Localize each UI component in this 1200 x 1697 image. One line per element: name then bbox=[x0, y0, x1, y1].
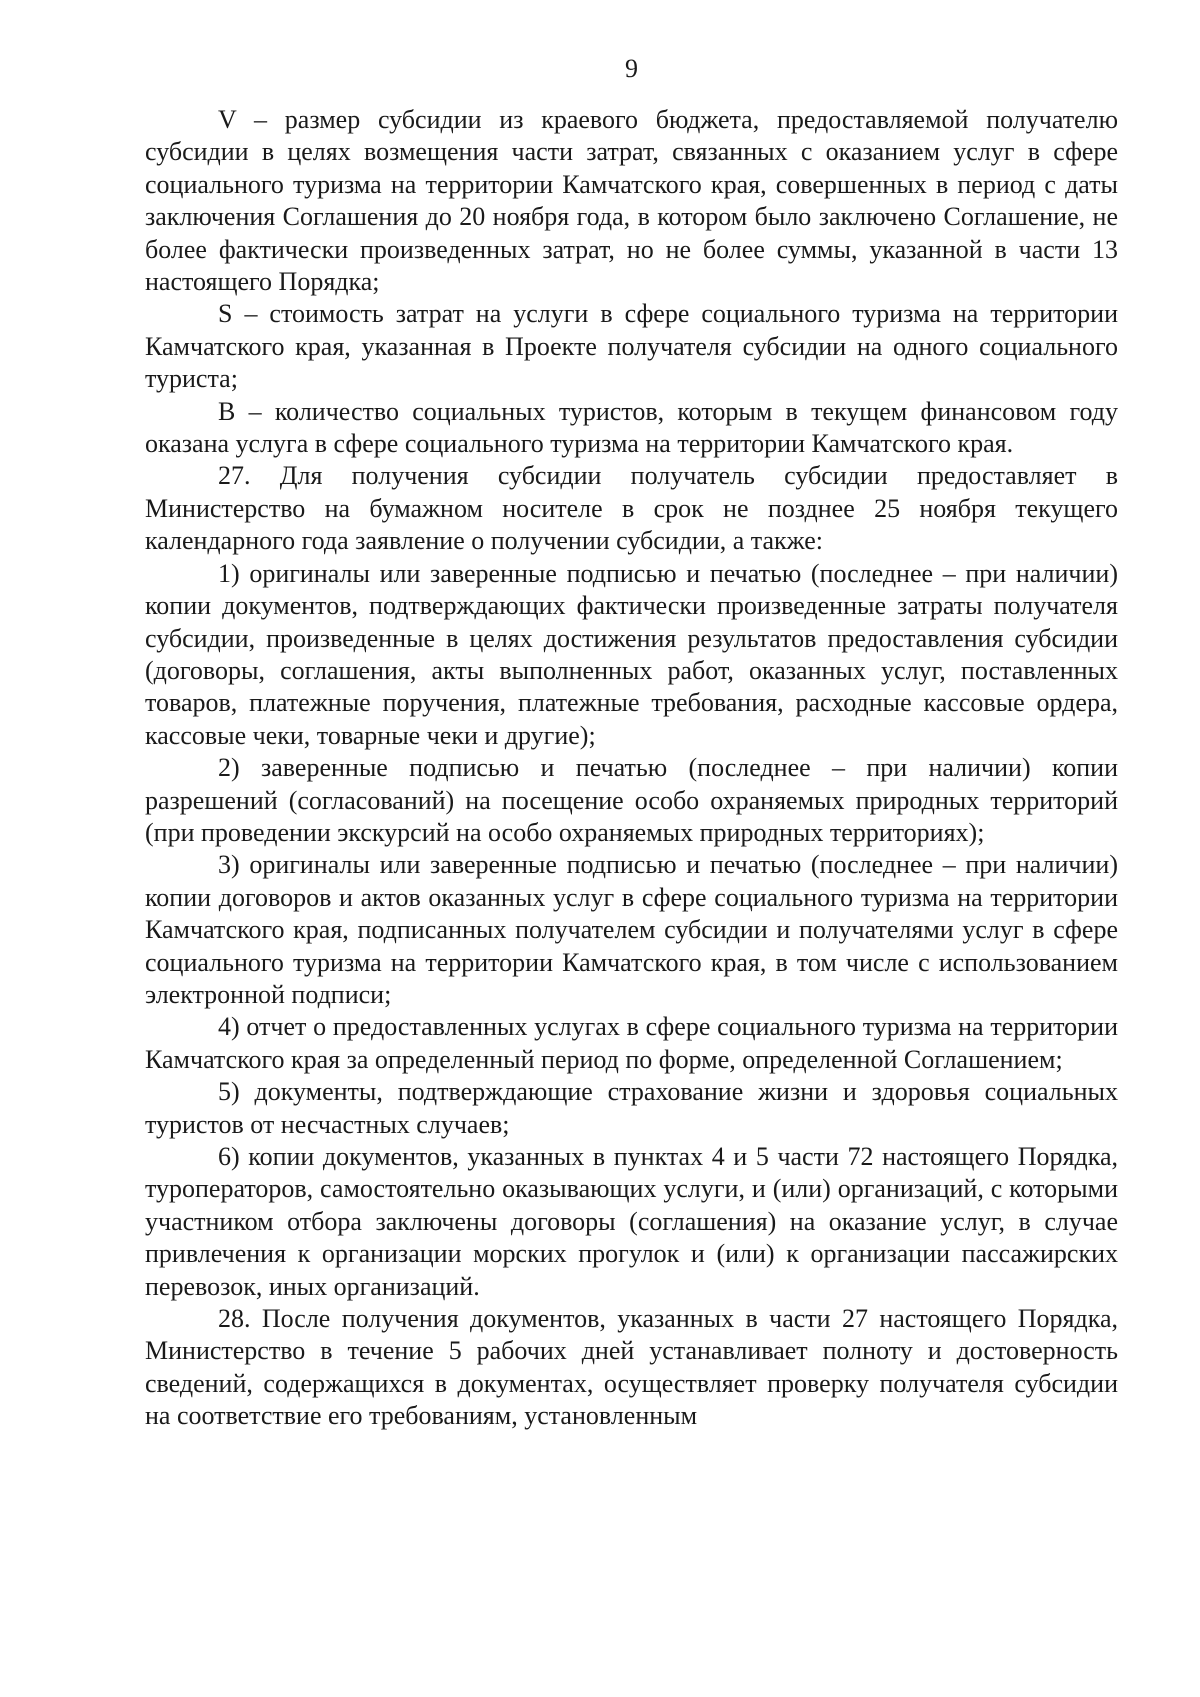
paragraph-27-item-4: 4) отчет о предоставленных услугах в сфере социального туризма на территории Камчатского края за определенный период по форме, определенной Соглашением; bbox=[145, 1012, 1118, 1074]
page-number: 9 bbox=[625, 54, 638, 83]
paragraph-v-definition: V – размер субсидии из краевого бюджета, предоставляемой получателю субсидии в целях возмещения части затрат, связанных с оказанием услуг в сфере социального туризма на территории Камчатского края, совершенных в период с даты заключения Соглашения до 20 ноября года, в котором было заключено Соглашение, не более фактически произведенных затрат, но не более суммы, указанной в части 13 настоящего Порядка; bbox=[145, 105, 1118, 297]
paragraph-27-item-6: 6) копии документов, указанных в пунктах 4 и 5 части 72 настоящего Порядка, туроператоров, самостоятельно оказывающих услуги, и (или) организаций, с которыми участником отбора заключены договоры (соглашения) на оказание услуг, в случае привлечения к организации морских прогулок и (или) к организации пассажирских перевозок, иных организаций. bbox=[145, 1142, 1118, 1301]
paragraph-27-item-5: 5) документы, подтверждающие страхование жизни и здоровья социальных туристов от несчастных случаев; bbox=[145, 1077, 1118, 1139]
paragraph-s-definition: S – стоимость затрат на услуги в сфере социального туризма на территории Камчатского края, указанная в Проекте получателя субсидии на одного социального туриста; bbox=[145, 299, 1118, 394]
paragraph-27: 27. Для получения субсидии получатель субсидии предоставляет в Министерство на бумажном носителе в срок не позднее 25 ноября текущего календарного года заявление о получении субсидии, а также: bbox=[145, 461, 1118, 556]
paragraph-27-item-2: 2) заверенные подписью и печатью (последнее – при наличии) копии разрешений (согласований) на посещение особо охраняемых природных территорий (при проведении экскурсий на особо охраняемых природных территориях); bbox=[145, 753, 1118, 847]
paragraph-27-item-3: 3) оригиналы или заверенные подписью и печатью (последнее – при наличии) копии договоров и актов оказанных услуг в сфере социального туризма на территории Камчатского края, подписанных получателем субсидии и получателями услуг в сфере социального туризма на территории Камчатского края, в том числе с использованием электронной подписи; bbox=[145, 850, 1118, 1009]
paragraph-27-item-1: 1) оригиналы или заверенные подписью и печатью (последнее – при наличии) копии документов, подтверждающих фактически произведенные затраты получателя субсидии, произведенные в целях достижения результатов предоставления субсидии (договоры, соглашения, акты выполненных работ, оказанных услуг, поставленных товаров, платежные поручения, платежные требования, расходные кассовые ордера, кассовые чеки, товарные чеки и другие); bbox=[145, 558, 1118, 750]
paragraph-28: 28. После получения документов, указанных в части 27 настоящего Порядка, Министерство в течение 5 рабочих дней устанавливает полноту и достоверность сведений, содержащихся в документах, осуществляет проверку получателя субсидии на соответствие его требованиям, установленным bbox=[145, 1304, 1118, 1431]
paragraph-b-definition: B – количество социальных туристов, которым в текущем финансовом году оказана услуга в сфере социального туризма на территории Камчатского края. bbox=[145, 396, 1118, 459]
